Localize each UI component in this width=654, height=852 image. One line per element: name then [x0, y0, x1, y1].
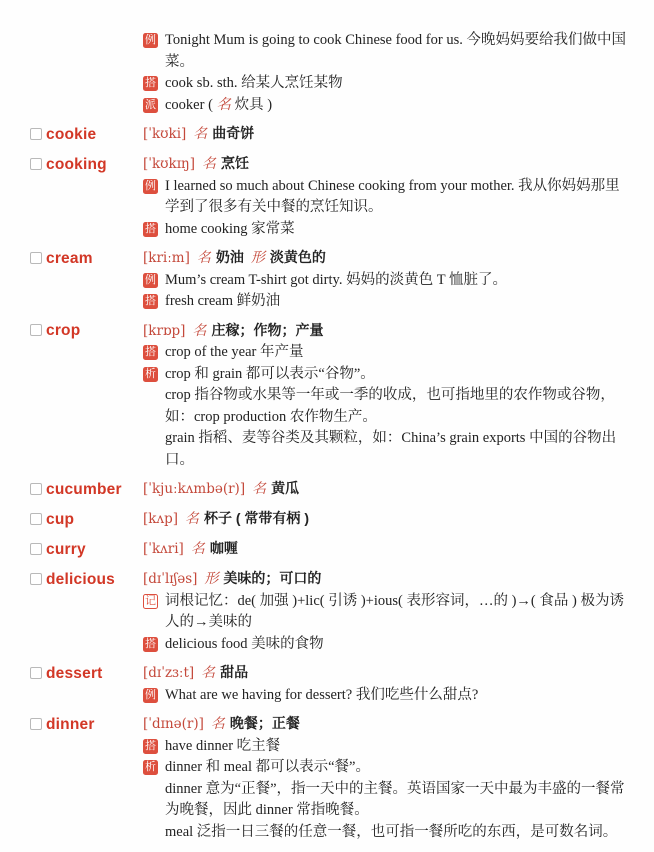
definition: 甜品: [220, 664, 249, 680]
note-paragraph: [143, 779, 628, 822]
headword: dinner: [46, 715, 95, 733]
definition-column: [143, 508, 628, 531]
dictionary-entry: [30, 153, 628, 240]
analysis-note: [143, 757, 628, 843]
phonetic: [ˈkjuːkʌmbə(r)]: [143, 481, 246, 497]
note-text: have dinner 吃主餐: [165, 737, 281, 754]
note-text: Mum’s cream T-shirt got dirty. 妈妈的淡黄色 T 恤脏了。: [165, 271, 507, 288]
phonetic: [ˈkʌri]: [143, 541, 184, 557]
dictionary-entry: [30, 123, 628, 146]
word-column: [30, 662, 143, 685]
word-checkbox[interactable]: [30, 252, 42, 264]
word-checkbox[interactable]: [30, 513, 42, 525]
entry-headline: [143, 123, 628, 146]
entry-headline: [143, 153, 628, 176]
phonetic: [ˈdɪnə(r)]: [143, 716, 204, 732]
definition-column: [143, 30, 628, 116]
collocation-note: [143, 342, 628, 364]
pos-tag: 名: [210, 717, 225, 732]
entry-headline: [143, 508, 628, 531]
note-paragraph: [143, 685, 628, 707]
collocation-note: [143, 219, 628, 241]
definition-column: [143, 247, 628, 313]
example-note: [143, 176, 628, 219]
entry-headline: [143, 478, 628, 501]
collocation-badge: 搭: [145, 637, 156, 650]
note-text: delicious food 美味的食物: [165, 635, 324, 652]
derivative-badge: 派: [145, 98, 156, 111]
note-text: cooker (: [165, 96, 217, 113]
collocation-note: [143, 73, 628, 95]
dictionary-entry: [30, 713, 628, 843]
word-column: [30, 478, 143, 501]
dictionary-entry: [30, 568, 628, 655]
entry-headline: [143, 713, 628, 736]
definition: 淡黄色的: [269, 249, 326, 265]
note-paragraph: [143, 270, 628, 292]
word-column: [30, 247, 143, 270]
mnemonic-badge: 记: [145, 594, 156, 607]
definition-column: [143, 568, 628, 655]
example-badge: 例: [145, 273, 156, 286]
word-column: [30, 538, 143, 561]
phonetic: [ˈkʊki]: [143, 126, 187, 142]
example-badge: 例: [145, 34, 156, 46]
definition-column: [143, 662, 628, 706]
collocation-badge: 搭: [145, 346, 156, 358]
definition: 庄稼；作物；产量: [211, 321, 324, 338]
pos-tag: 名: [202, 157, 216, 172]
definition: 晚餐；正餐: [229, 715, 300, 731]
note-paragraph: [143, 822, 628, 844]
note-text: fresh cream 鲜奶油: [165, 293, 281, 309]
pos-tag: 名: [252, 482, 267, 497]
definition-column: [143, 320, 628, 472]
word-column: [30, 320, 143, 343]
entry-list: [30, 30, 628, 843]
definition-column: [143, 478, 628, 501]
pos-tag: 名: [192, 323, 207, 339]
collocation-badge: 搭: [145, 739, 156, 752]
definition-column: [143, 123, 628, 146]
note-text: crop 和 grain 都可以表示“谷物”。: [165, 365, 375, 382]
note-paragraph: [143, 428, 628, 471]
note-text: I learned so much about Chinese cooking from your mother. 我从你妈妈那里学到了很多有关中餐的烹饪知识。: [165, 177, 620, 215]
headword: cup: [46, 510, 75, 528]
dictionary-entry: [30, 478, 628, 501]
mnemonic-note: [143, 591, 628, 634]
headword: crop: [46, 322, 81, 339]
note-text: grain 指稻、麦等谷类及其颗粒，如：China’s grain exports 中国的谷物出口。: [165, 430, 617, 468]
word-checkbox[interactable]: [30, 483, 42, 495]
headword: cookie: [46, 125, 97, 143]
phonetic: [dɪˈlɪʃəs]: [143, 571, 198, 587]
note-paragraph: [143, 342, 628, 364]
note-text: home cooking 家常菜: [165, 220, 295, 237]
dictionary-entry: [30, 247, 628, 313]
note-text: cook sb. sth. 给某人烹饪某物: [165, 75, 343, 91]
note-paragraph: [143, 30, 628, 73]
dictionary-entry: [30, 662, 628, 706]
headword: curry: [46, 540, 86, 558]
definition: 曲奇饼: [212, 125, 255, 141]
analysis-note: [143, 364, 628, 472]
note-text: dinner 意为“正餐”，指一天中的主餐。英语国家一天中最为丰盛的一餐常为晚餐，因此 dinner 常指晚餐。: [165, 780, 625, 818]
dictionary-entry: [30, 320, 628, 472]
note-paragraph: [143, 385, 628, 428]
dictionary-entry: [30, 508, 628, 531]
definition: 咖喱: [209, 540, 238, 556]
word-checkbox[interactable]: [30, 128, 42, 140]
word-checkbox[interactable]: [30, 718, 42, 730]
entry-headline: [143, 320, 628, 343]
note-text: meal 泛指一日三餐的任意一餐，也可指一餐所吃的东西，是可数名词。: [165, 823, 618, 840]
word-checkbox[interactable]: [30, 158, 42, 170]
word-column: [30, 568, 143, 591]
headword: cooking: [46, 155, 107, 173]
note-paragraph: [143, 736, 628, 758]
pos-tag: 名: [184, 512, 199, 527]
headword: cucumber: [46, 480, 122, 498]
note-paragraph: [143, 591, 628, 634]
note-text: 词根记忆：de( 加强 )+lic( 引诱 )+ious( 表形容词，…的 )→( 食品 ) 极为诱人的→美味的: [165, 592, 624, 630]
pos-tag: 名: [193, 127, 208, 142]
dictionary-entry: [30, 30, 628, 116]
note-paragraph: [143, 291, 628, 313]
collocation-note: [143, 291, 628, 313]
example-note: [143, 270, 628, 292]
entry-headline: [143, 568, 628, 591]
headword: delicious: [46, 570, 115, 588]
analysis-badge: 析: [145, 761, 156, 773]
pos-tag: 名: [190, 542, 205, 557]
note-paragraph: [143, 176, 628, 219]
note-text: 名: [216, 96, 232, 113]
word-column: [30, 508, 143, 531]
note-paragraph: [143, 634, 628, 656]
entry-headline: [143, 662, 628, 685]
definition: 奶油: [215, 249, 244, 265]
analysis-badge: 析: [145, 367, 156, 380]
word-column: [30, 30, 143, 31]
example-note: [143, 30, 628, 73]
note-paragraph: [143, 364, 628, 386]
pos-tag: 形: [250, 251, 265, 266]
note-paragraph: [143, 73, 628, 95]
definition: 美味的；可口的: [223, 570, 322, 586]
note-text: 炊具 ): [231, 96, 273, 113]
note-paragraph: [143, 95, 628, 117]
derivative-note: [143, 95, 628, 117]
entry-headline: [143, 247, 628, 270]
note-text: Tonight Mum is going to cook Chinese food for us. 今晚妈妈要给我们做中国菜。: [165, 32, 626, 70]
note-text: crop 指谷物或水果等一年或一季的收成，也可指地里的农作物或谷物，如：crop production 农作物生产。: [165, 387, 615, 425]
phonetic: [krɒp]: [143, 322, 186, 339]
pos-tag: 名: [196, 251, 211, 266]
headword: dessert: [46, 664, 103, 682]
note-text: crop of the year 年产量: [165, 344, 304, 360]
definition-column: [143, 713, 628, 843]
collocation-badge: 搭: [145, 295, 156, 307]
word-checkbox[interactable]: [30, 667, 42, 679]
collocation-badge: 搭: [145, 77, 156, 89]
collocation-badge: 搭: [145, 222, 156, 235]
note-text: What are we having for dessert? 我们吃些什么甜点?: [165, 686, 479, 703]
word-checkbox[interactable]: [30, 324, 42, 336]
word-checkbox[interactable]: [30, 543, 42, 555]
word-column: [30, 713, 143, 736]
pos-tag: 名: [201, 666, 216, 681]
word-checkbox[interactable]: [30, 573, 42, 585]
example-note: [143, 685, 628, 707]
entry-headline: [143, 538, 628, 561]
word-column: [30, 123, 143, 146]
phonetic: [ˈkʊkɪŋ]: [143, 156, 195, 172]
phonetic: [kriːm]: [143, 250, 190, 266]
collocation-note: [143, 736, 628, 758]
word-column: [30, 153, 143, 176]
phonetic: [kʌp]: [143, 511, 178, 527]
definition-column: [143, 538, 628, 561]
headword: cream: [46, 249, 93, 267]
definition: 烹饪: [221, 155, 249, 171]
definition: 杯子 ( 常带有柄 ): [203, 510, 309, 526]
pos-tag: 形: [204, 572, 219, 587]
dictionary-entry: [30, 538, 628, 561]
example-badge: 例: [145, 688, 156, 701]
note-paragraph: [143, 219, 628, 241]
note-text: dinner 和 meal 都可以表示“餐”。: [165, 759, 370, 775]
definition: 黄瓜: [271, 480, 300, 496]
definition-column: [143, 153, 628, 240]
phonetic: [dɪˈzɜːt]: [143, 665, 195, 681]
note-paragraph: [143, 757, 628, 779]
example-badge: 例: [145, 179, 156, 192]
collocation-note: [143, 634, 628, 656]
